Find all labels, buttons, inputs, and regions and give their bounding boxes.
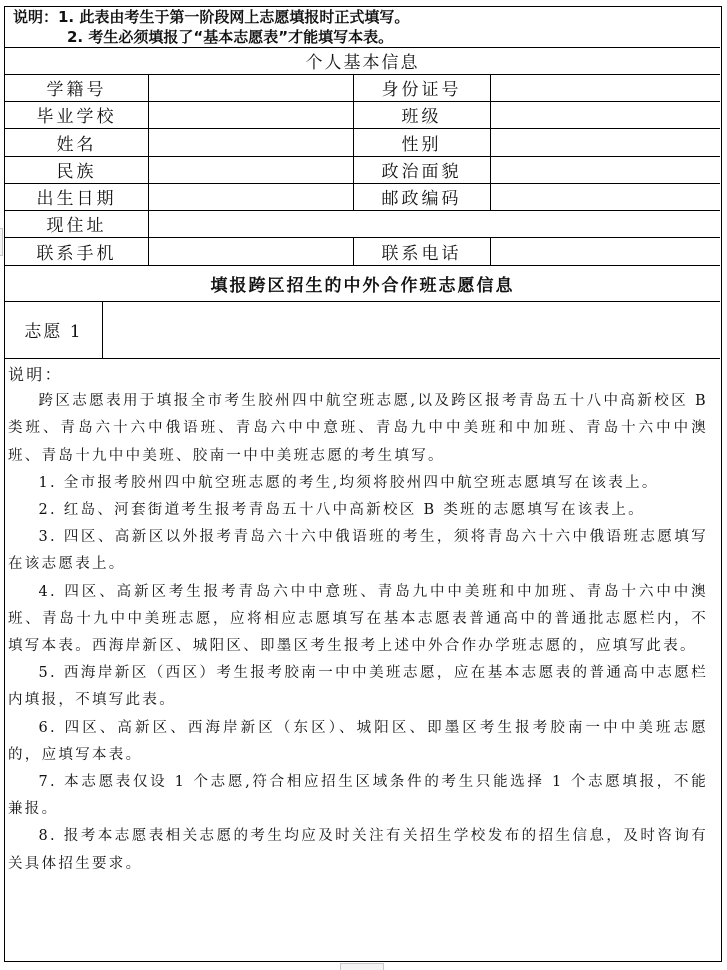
preference-section-title: 填报跨区招生的中外合作班志愿信息 (210, 275, 515, 296)
graduation-school-field[interactable] (150, 102, 352, 128)
gender-field[interactable] (492, 129, 720, 156)
instruction-paragraph: 8. 报考本志愿表相关志愿的考生均应及时关注有关招生学校发布的招生信息，及时咨询有关具体招生要求。 (8, 828, 708, 872)
mobile-field[interactable] (150, 238, 352, 265)
label-gender: 性别 (401, 134, 442, 155)
instruction-paragraph: 跨区志愿表用于填报全市考生胶州四中航空班志愿,以及跨区报考青岛五十八中高新校区 B 类班、青岛六十六中俄语班、青岛六中中意班、青岛九中中美班和中加班、青岛十六中中澳班、青岛十九中中美班、胶南一中中美班志愿的考生填写。 (8, 393, 708, 464)
name-field[interactable] (150, 129, 352, 156)
label-student-id: 学籍号 (46, 80, 107, 100)
instruction-paragraph: 3. 四区、高新区以外报考青岛六十六中俄语班的考生，须将青岛六十六中俄语班志愿填写在该志愿表上。 (8, 529, 708, 573)
label-mobile: 联系手机 (36, 243, 117, 264)
personal-info-title: 个人基本信息 (305, 53, 420, 73)
label-name: 姓名 (56, 134, 97, 155)
header-note-line-2: 2. 考生必须填报了“基本志愿表”才能填写本表。 (67, 28, 394, 46)
column-divider (490, 237, 491, 265)
class-field[interactable] (492, 102, 720, 128)
column-divider (148, 74, 149, 265)
instructions-heading: 说明： (8, 365, 63, 384)
instruction-paragraph: 4. 四区、高新区考生报考青岛六中中意班、青岛九中中美班和中加班、青岛十六中中澳班、青岛十九中中美班志愿，应将相应志愿填写在基本志愿表普通高中的普通批志愿栏内，不填写本表。西海岸新区、城阳区、即墨区考生报考上述中外合作办学班志愿的，应填写此表。 (8, 583, 708, 655)
birth-date-field[interactable] (150, 184, 352, 210)
student-id-field[interactable] (150, 75, 352, 101)
label-current-address: 现住址 (46, 216, 107, 236)
instruction-paragraph: 2. 红岛、河套街道考生报考青岛五十八中高新校区 B 类班的志愿填写在该表上。 (38, 502, 645, 519)
choice-1-field[interactable] (104, 302, 720, 358)
ethnicity-field[interactable] (150, 157, 352, 183)
postal-code-field[interactable] (492, 184, 720, 210)
label-birth-date: 出生日期 (36, 189, 117, 209)
label-id-number: 身份证号 (381, 80, 462, 100)
header-note-line-1: 说明：1. 此表由考生于第一阶段网上志愿填报时正式填写。 (13, 8, 410, 26)
divider (5, 358, 720, 359)
label-choice-1: 志愿 1 (24, 322, 83, 342)
edge-handle (0, 228, 3, 256)
column-divider (102, 301, 103, 358)
id-number-field[interactable] (492, 75, 720, 101)
current-address-field[interactable] (150, 211, 720, 237)
instructions (8, 361, 708, 878)
phone-field[interactable] (492, 238, 720, 265)
label-political-status: 政治面貌 (381, 162, 462, 182)
label-postal-code: 邮政编码 (381, 189, 462, 209)
label-ethnicity: 民族 (56, 162, 97, 182)
instruction-paragraph: 1. 全市报考胶州四中航空班志愿的考生,均须将胶州四中航空班志愿填写在该表上。 (38, 474, 659, 491)
instruction-paragraph: 7. 本志愿表仅设 1 个志愿,符合相应招生区域条件的考生只能选择 1 个志愿填报，不能兼报。 (8, 774, 708, 818)
instruction-paragraph: 5. 西海岸新区（西区）考生报考胶南一中中美班志愿，应在基本志愿表的普通高中志愿栏内填报，不填写此表。 (8, 665, 708, 709)
political-status-field[interactable] (492, 157, 720, 183)
label-graduation-school: 毕业学校 (36, 107, 117, 127)
label-class: 班级 (401, 107, 442, 127)
label-phone: 联系电话 (381, 243, 462, 264)
header-note (13, 7, 409, 47)
instruction-paragraph: 6. 四区、高新区、西海岸新区（东区）、城阳区、即墨区考生报考胶南一中中美班志愿的，应填写本表。 (8, 719, 708, 763)
column-divider (490, 74, 491, 210)
